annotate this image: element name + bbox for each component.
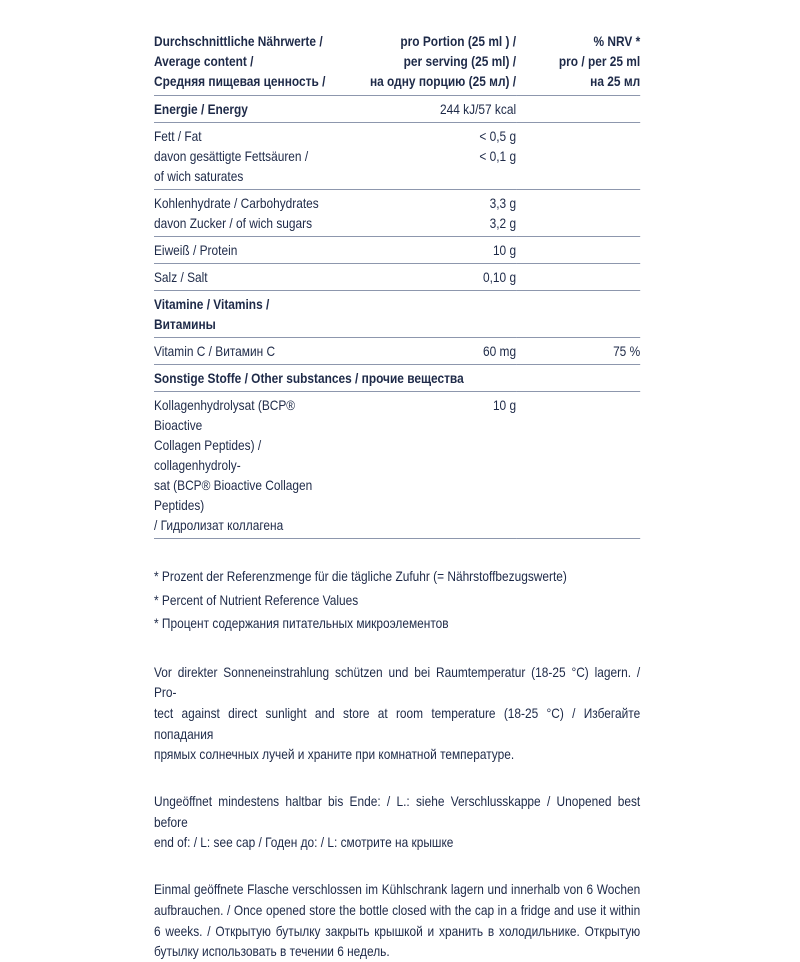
storage-paragraph (154, 662, 640, 766)
header-col2 (333, 28, 517, 96)
per-serving-value (333, 190, 517, 237)
text-line: Ungeöffnet mindestens haltbar bis Ende: / L.: siehe Verschlusskappe / Unopened best before (154, 793, 641, 830)
nrv-value (516, 392, 640, 539)
text-line: * Percent of Nutrient Reference Values (154, 591, 359, 608)
table-row (154, 264, 640, 291)
text-line: бутылку использовать в течении 6 недель. (154, 943, 390, 960)
text-line: Fett / Fat (154, 128, 202, 144)
text-line: / Гидролизат коллагена (154, 517, 284, 533)
text-line: % NRV * (593, 33, 641, 49)
text-line: < 0,5 g (479, 128, 517, 144)
nutrient-label (154, 365, 640, 392)
text-line: Durchschnittliche Nährwerte / (154, 33, 323, 49)
footnotes (154, 565, 640, 636)
nrv-value (516, 237, 640, 264)
text-line: * Prozent der Referenzmenge für die tägliche Zufuhr (= Nährstoffbezugswerte) (154, 568, 567, 584)
nutrient-label (154, 338, 333, 365)
text-line: davon Zucker / of wich sugars (154, 215, 313, 231)
text-line: прямых солнечных лучей и храните при комнатной температуре. (154, 746, 515, 763)
nrv-value (516, 123, 640, 190)
per-serving-value (333, 264, 517, 291)
text-line: sat (BCP® Bioactive Collagen Peptides) (154, 477, 313, 513)
nrv-value (516, 264, 640, 291)
table-row (154, 392, 640, 539)
text-line: 60 mg (483, 343, 517, 359)
per-serving-value (333, 392, 517, 539)
nrv-value (516, 190, 640, 237)
text-line: Salz / Salt (154, 269, 208, 285)
table-row (154, 291, 640, 338)
text-line: pro Portion (25 ml ) / (400, 33, 517, 49)
nutrition-table (154, 28, 640, 539)
per-serving-value (333, 237, 517, 264)
text-line: of wich saturates (154, 168, 244, 184)
text-line: Kohlenhydrate / Carbohydrates (154, 195, 319, 211)
text-line: pro / per 25 ml (558, 53, 641, 69)
text-line: aufbrauchen. / Once opened store the bottle closed with the cap in a fridge and use it within (154, 901, 641, 918)
header-col1 (154, 28, 333, 96)
nutrient-label (154, 264, 333, 291)
nutrition-label (154, 28, 640, 962)
per-serving-value (333, 123, 517, 190)
nutrient-label (154, 190, 333, 237)
nrv-value (516, 96, 640, 123)
text-line: Vitamin C / Витамин C (154, 343, 276, 359)
table-row (154, 96, 640, 123)
storage-paragraph (154, 791, 640, 853)
nrv-value (516, 291, 640, 338)
text-line: 0,10 g (483, 269, 517, 285)
nutrient-label (154, 392, 333, 539)
text-line: 3,3 g (489, 195, 517, 211)
text-line: 244 kJ/57 kcal (440, 101, 517, 117)
nutrient-label (154, 237, 333, 264)
text-line: Kollagenhydrolysat (BCP® Bioactive (154, 397, 296, 433)
table-row (154, 123, 640, 190)
text-line: Einmal geöffnete Flasche verschlossen im Kühlschrank lagern und innerhalb von 6 Wochen (154, 881, 641, 898)
text-line: 6 weeks. / Открытую бутылку закрыть крышкой и хранить в холодильнике. Открытую (154, 922, 641, 939)
table-row (154, 365, 640, 392)
text-line: Sonstige Stoffe / Other substances / прочие вещества (154, 370, 464, 386)
per-serving-value (333, 291, 517, 338)
nrv-value: 75 % (516, 338, 640, 365)
text-line: Vor direkter Sonneneinstrahlung schützen und bei Raumtemperatur (18-25 °C) lagern. / Pro- (154, 663, 641, 701)
nutrient-label (154, 96, 333, 123)
header-col3 (516, 28, 640, 96)
text-line: на 25 мл (590, 73, 641, 89)
per-serving-value (333, 96, 517, 123)
text-line: Average content / (154, 53, 254, 69)
table-row (154, 338, 640, 365)
table-header (154, 28, 640, 96)
text-line: * Процент содержания питательных микроэлементов (154, 615, 449, 631)
text-line: Collagen Peptides) / collagenhydroly- (154, 437, 262, 473)
nutrient-label (154, 123, 333, 190)
text-line: davon gesättigte Fettsäuren / (154, 148, 309, 164)
text-line: Energie / Energy (154, 101, 248, 117)
text-line: Eiweiß / Protein (154, 242, 238, 258)
per-serving-value (333, 338, 517, 365)
table-row (154, 237, 640, 264)
nutrient-label (154, 291, 333, 338)
text-line: Средняя пищевая ценность / (154, 73, 326, 89)
text-line: end of: / L: see cap / Годен до: / L: смотрите на крышке (154, 834, 454, 851)
text-line: Vitamine / Vitamins / Витамины (154, 296, 270, 332)
text-line: < 0,1 g (479, 148, 517, 164)
text-line: 10 g (492, 397, 517, 413)
table-row (154, 190, 640, 237)
text-line: per serving (25 ml) / (403, 53, 517, 69)
storage-paragraph (154, 879, 640, 962)
text-line: tect against direct sunlight and store at room temperature (18-25 °C) / Избегайте попадания (154, 704, 641, 742)
text-line: на одну порцию (25 мл) / (369, 73, 517, 89)
text-line: 10 g (492, 242, 517, 258)
text-line: 3,2 g (489, 215, 517, 231)
